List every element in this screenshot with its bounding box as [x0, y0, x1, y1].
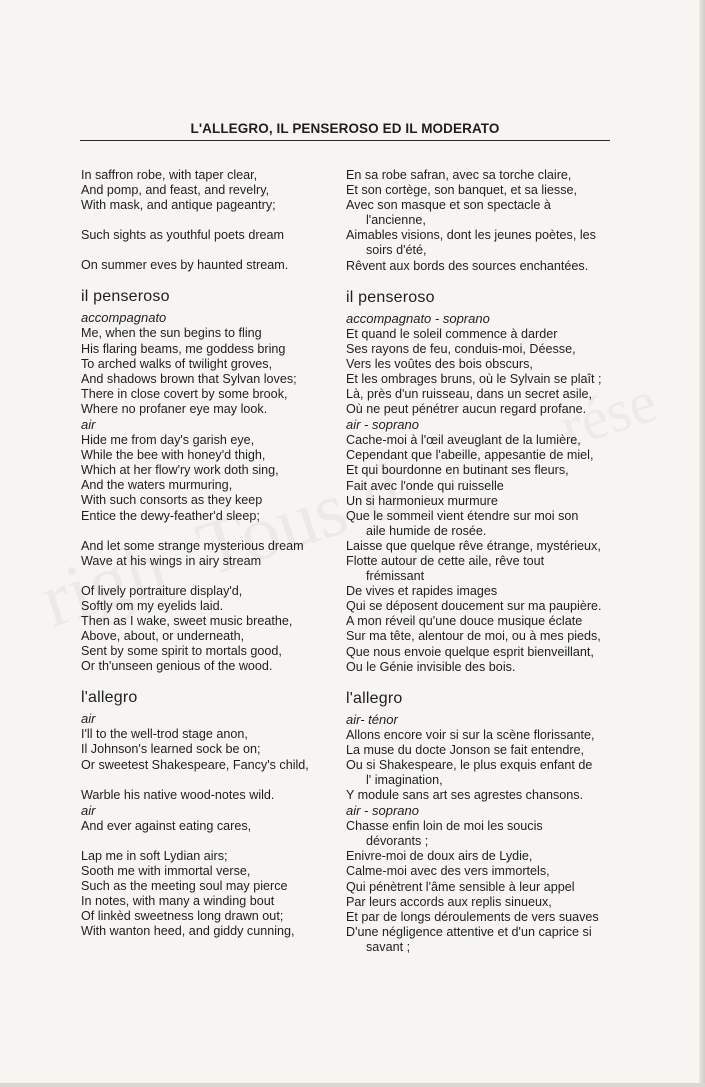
- verse-line-continuation: l' imagination,: [366, 773, 443, 787]
- verse-line: Avec son masque et son spectacle à: [346, 198, 551, 213]
- verse-line: Me, when the sun begins to fling: [81, 326, 262, 341]
- verse-line: And shadows brown that Sylvan loves;: [81, 371, 297, 386]
- verse-line: Aimables visions, dont les jeunes poètes, les: [346, 228, 596, 243]
- verse-line: Il Johnson's learned sock be on;: [81, 742, 261, 757]
- verse-line: Que nous envoie quelque esprit bienveillant,: [346, 644, 594, 659]
- verse-line: With wanton heed, and giddy cunning,: [81, 924, 295, 939]
- verse-line: And pomp, and feast, and revelry,: [81, 183, 270, 198]
- verse-line: Rêvent aux bords des sources enchantées.: [346, 258, 589, 273]
- verse-line: Flotte autour de cette aile, rêve tout: [346, 553, 545, 568]
- section-heading: il penseroso: [346, 288, 435, 306]
- verse-line: With such consorts as they keep: [81, 493, 263, 508]
- stanza-gap: [81, 243, 336, 258]
- verse-line: And let some strange mysterious dream: [81, 538, 304, 553]
- verse-line: Of lively portraiture display'd,: [81, 583, 243, 598]
- verse-line-continuation: aile humide de rosée.: [366, 523, 487, 538]
- section-heading: l'allegro: [346, 689, 403, 707]
- verse-line: Par leurs accords aux replis sinueux,: [346, 894, 552, 909]
- voice-heading: air: [81, 802, 96, 818]
- verse-line: Et les ombrages bruns, où le Sylvain se plaît ;: [346, 371, 602, 386]
- verse-line: Sur ma tête, alentour de moi, ou à mes pieds,: [346, 629, 601, 644]
- verse-line: To arched walks of twilight groves,: [81, 356, 273, 371]
- verse-line: Et par de longs déroulements de vers suaves: [346, 909, 599, 924]
- verse-line: Fait avec l'onde qui ruisselle: [346, 478, 504, 493]
- verse-line: With mask, and antique pageantry;: [81, 198, 276, 213]
- verse-line: Or sweetest Shakespeare, Fancy's child,: [81, 757, 309, 772]
- verse-line: Sooth me with immortal verse,: [81, 863, 251, 878]
- verse-line: A mon réveil qu'une douce musique éclate: [346, 614, 583, 629]
- verse-line: Y module sans art ses agrestes chansons.: [346, 788, 584, 803]
- verse-line: Such sights as youthful poets dream: [81, 228, 285, 243]
- voice-heading: air - soprano: [346, 803, 419, 819]
- verse-line: La muse du docte Jonson se fait entendre,: [346, 742, 585, 757]
- verse-line: En sa robe safran, avec sa torche claire,: [346, 168, 572, 182]
- verse-line: Et quand le soleil commence à darder: [346, 326, 558, 341]
- verse-line: Which at her flow'ry work doth sing,: [81, 463, 279, 478]
- verse-line-continuation: frémissant: [366, 569, 425, 584]
- verse-line: Cependant que l'abeille, appesantie de miel,: [346, 448, 594, 463]
- stanza-gap: [81, 834, 336, 849]
- verse-line: Or th'unseen genious of the wood.: [81, 659, 273, 674]
- verse-line: Enivre-moi de doux airs de Lydie,: [346, 849, 533, 864]
- verse-line: Et qui bourdonne en butinant ses fleurs,: [346, 463, 569, 478]
- voice-heading: air- ténor: [346, 711, 398, 727]
- page-bottom-edge: [0, 1083, 705, 1087]
- verse-line: Qui pénètrent l'âme sensible à leur appel: [346, 879, 575, 894]
- verse-line: Such as the meeting soul may pierce: [81, 879, 288, 893]
- english-column: [81, 168, 336, 939]
- verse-line: De vives et rapides images: [346, 584, 498, 599]
- voice-heading: accompagnato: [81, 310, 167, 326]
- verse-line: Vers les voûtes des bois obscurs,: [346, 356, 533, 371]
- verse-line: Calme-moi avec des vers immortels,: [346, 864, 550, 879]
- verse-line: D'une négligence attentive et d'un caprice si: [346, 924, 592, 939]
- verse-line: Warble his native wood-notes wild.: [81, 787, 275, 802]
- stanza-gap: [81, 213, 336, 228]
- voice-heading: accompagnato - soprano: [346, 310, 490, 326]
- verse-line: And the waters murmuring,: [81, 478, 233, 493]
- verse-line: I'll to the well-trod stage anon,: [81, 727, 248, 742]
- french-column: [346, 168, 628, 955]
- verse-line: Là, près d'un ruisseau, dans un secret asile,: [346, 387, 593, 402]
- verse-line: Et son cortège, son banquet, et sa liesse,: [346, 183, 578, 198]
- verse-line-continuation: dévorants ;: [366, 834, 429, 849]
- verse-line: Laisse que quelque rêve étrange, mystérieux,: [346, 538, 601, 553]
- verse-line: Hide me from day's garish eye,: [81, 433, 255, 448]
- stanza-gap: [81, 524, 336, 539]
- verse-line: In saffron robe, with taper clear,: [81, 168, 258, 182]
- verse-line: Softly om my eyelids laid.: [81, 598, 224, 613]
- voice-heading: air: [81, 711, 96, 727]
- verse-line: And ever against eating cares,: [81, 818, 252, 833]
- verse-line: Of linkèd sweetness long drawn out;: [81, 909, 284, 924]
- verse-line-continuation: l'ancienne,: [366, 213, 426, 228]
- verse-line: In notes, with many a winding bout: [81, 894, 275, 909]
- verse-line: Chasse enfin loin de moi les soucis: [346, 819, 543, 834]
- verse-line: Wave at his wings in airy stream: [81, 553, 262, 568]
- verse-line: Allons encore voir si sur la scène florissante,: [346, 727, 595, 742]
- page-title: L'ALLEGRO, IL PENSEROSO ED IL MODERATO: [190, 121, 500, 136]
- verse-line: Un si harmonieux murmure: [346, 493, 498, 508]
- verse-line: Where no profaner eye may look.: [81, 401, 268, 416]
- verse-line: Then as I wake, sweet music breathe,: [81, 613, 293, 628]
- verse-line: Cache-moi à l'œil aveuglant de la lumière,: [346, 433, 581, 448]
- verse-line: Ou si Shakespeare, le plus exquis enfant de: [346, 757, 593, 772]
- verse-line: Ou le Génie invisible des bois.: [346, 659, 516, 674]
- verse-line: Entice the dewy-feather'd sleep;: [81, 508, 260, 523]
- page-edge-shadow: [699, 0, 705, 1087]
- stanza-gap: [81, 773, 336, 788]
- voice-heading: air - soprano: [346, 417, 419, 433]
- voice-heading: air: [81, 417, 96, 433]
- verse-line-continuation: savant ;: [366, 939, 411, 954]
- verse-line: Lap me in soft Lydian airs;: [81, 848, 228, 863]
- verse-line: Above, about, or underneath,: [81, 629, 245, 644]
- stanza-gap: [81, 569, 336, 584]
- verse-line: There in close covert by some brook,: [81, 386, 288, 401]
- verse-line: While the bee with honey'd thigh,: [81, 448, 266, 463]
- verse-line: On summer eves by haunted stream.: [81, 258, 289, 273]
- section-heading: l'allegro: [81, 689, 138, 707]
- section-heading: il penseroso: [81, 288, 170, 306]
- verse-line: His flaring beams, me goddess bring: [81, 341, 286, 356]
- verse-line-continuation: soirs d'été,: [366, 243, 427, 258]
- verse-line: Que le sommeil vient étendre sur moi son: [346, 508, 579, 523]
- verse-line: Ses rayons de feu, conduis-moi, Déesse,: [346, 341, 576, 356]
- title-rule: [80, 140, 610, 141]
- verse-line: Qui se déposent doucement sur ma paupière.: [346, 599, 602, 614]
- verse-line: Sent by some spirit to mortals good,: [81, 644, 282, 659]
- verse-line: Où ne peut pénétrer aucun regard profane.: [346, 402, 587, 417]
